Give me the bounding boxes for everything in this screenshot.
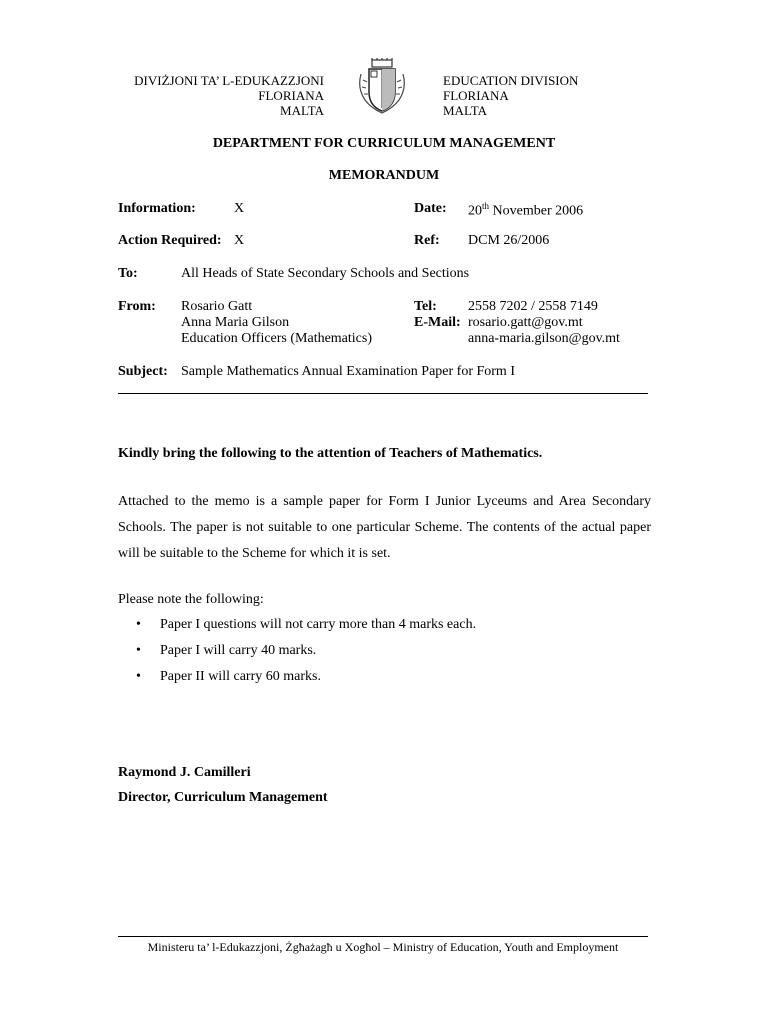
bullet-text: Paper I questions will not carry more than 4 marks each. [160,617,477,632]
header-right-line-3: MALTA [443,103,487,118]
action-required-label: Action Required: [118,233,222,248]
header-left-line-2: FLORIANA [258,88,324,103]
note-intro: Please note the following: [118,592,264,607]
subject-divider [118,393,648,394]
from-line-3: Education Officers (Mathematics) [181,331,373,346]
date-label: Date: [414,201,447,216]
date-suffix: th [482,201,490,211]
header-english-block [443,73,663,118]
information-label: Information: [118,201,196,216]
subject-label: Subject: [118,364,168,379]
email-label: E-Mail: [414,315,461,330]
department-title: DEPARTMENT FOR CURRICULUM MANAGEMENT [212,136,556,151]
email-block [468,315,620,347]
from-line-1: Rosario Gatt [181,299,253,314]
body-paragraph: Attached to the memo is a sample paper for Form I Junior Lyceums and Area Secondary Schools. The paper is not suitable to one particular Scheme. The contents of the actual paper will be suitable to the Scheme for which it is set. [118,494,651,561]
from-line-2: Anna Maria Gilson [181,315,290,330]
date-month-year: November 2006 [489,203,584,219]
list-item [118,612,476,638]
action-required-value: X [234,233,245,248]
header-maltese-block [100,73,324,118]
tel-value: 2558 7202 / 2558 7149 [468,299,598,314]
tel-label: Tel: [414,299,437,314]
malta-coat-of-arms-icon [357,58,407,114]
header-left-line-1: DIVIŻJONI TA’ L-EDUKAZZJONI [134,73,324,88]
subject-value: Sample Mathematics Annual Examination Paper for Form I [181,364,515,379]
bullet-text: Paper II will carry 60 marks. [160,669,321,684]
to-value: All Heads of State Secondary Schools and Sections [181,266,470,281]
signature-name: Raymond J. Camilleri [118,765,251,780]
to-label: To: [118,266,138,281]
date-day: 20 [468,203,482,219]
bullet-icon: • [136,617,141,632]
attention-heading: Kindly bring the following to the attention of Teachers of Mathematics. [118,446,543,461]
from-label: From: [118,299,156,314]
date-value [468,201,583,220]
footer-text: Ministeru ta’ l-Edukazzjoni, Żgħażagħ u Xogħol – Ministry of Education, Youth and Employment [147,940,619,954]
ref-label: Ref: [414,233,440,248]
signature-title: Director, Curriculum Management [118,790,328,805]
list-item [118,638,476,664]
information-value: X [234,201,245,216]
email-line-2: anna-maria.gilson@gov.mt [468,331,620,346]
header-right-line-1: EDUCATION DIVISION [443,73,579,88]
header-right-line-2: FLORIANA [443,88,509,103]
bullet-list [118,612,476,690]
bullet-text: Paper I will carry 40 marks. [160,643,317,658]
memo-title: MEMORANDUM [328,168,440,183]
from-block [181,299,372,347]
ref-value: DCM 26/2006 [468,233,550,248]
footer-divider [118,936,648,937]
header-left-line-3: MALTA [280,103,324,118]
bullet-icon: • [136,669,141,684]
list-item [118,664,476,690]
bullet-icon: • [136,643,141,658]
email-line-1: rosario.gatt@gov.mt [468,315,583,330]
